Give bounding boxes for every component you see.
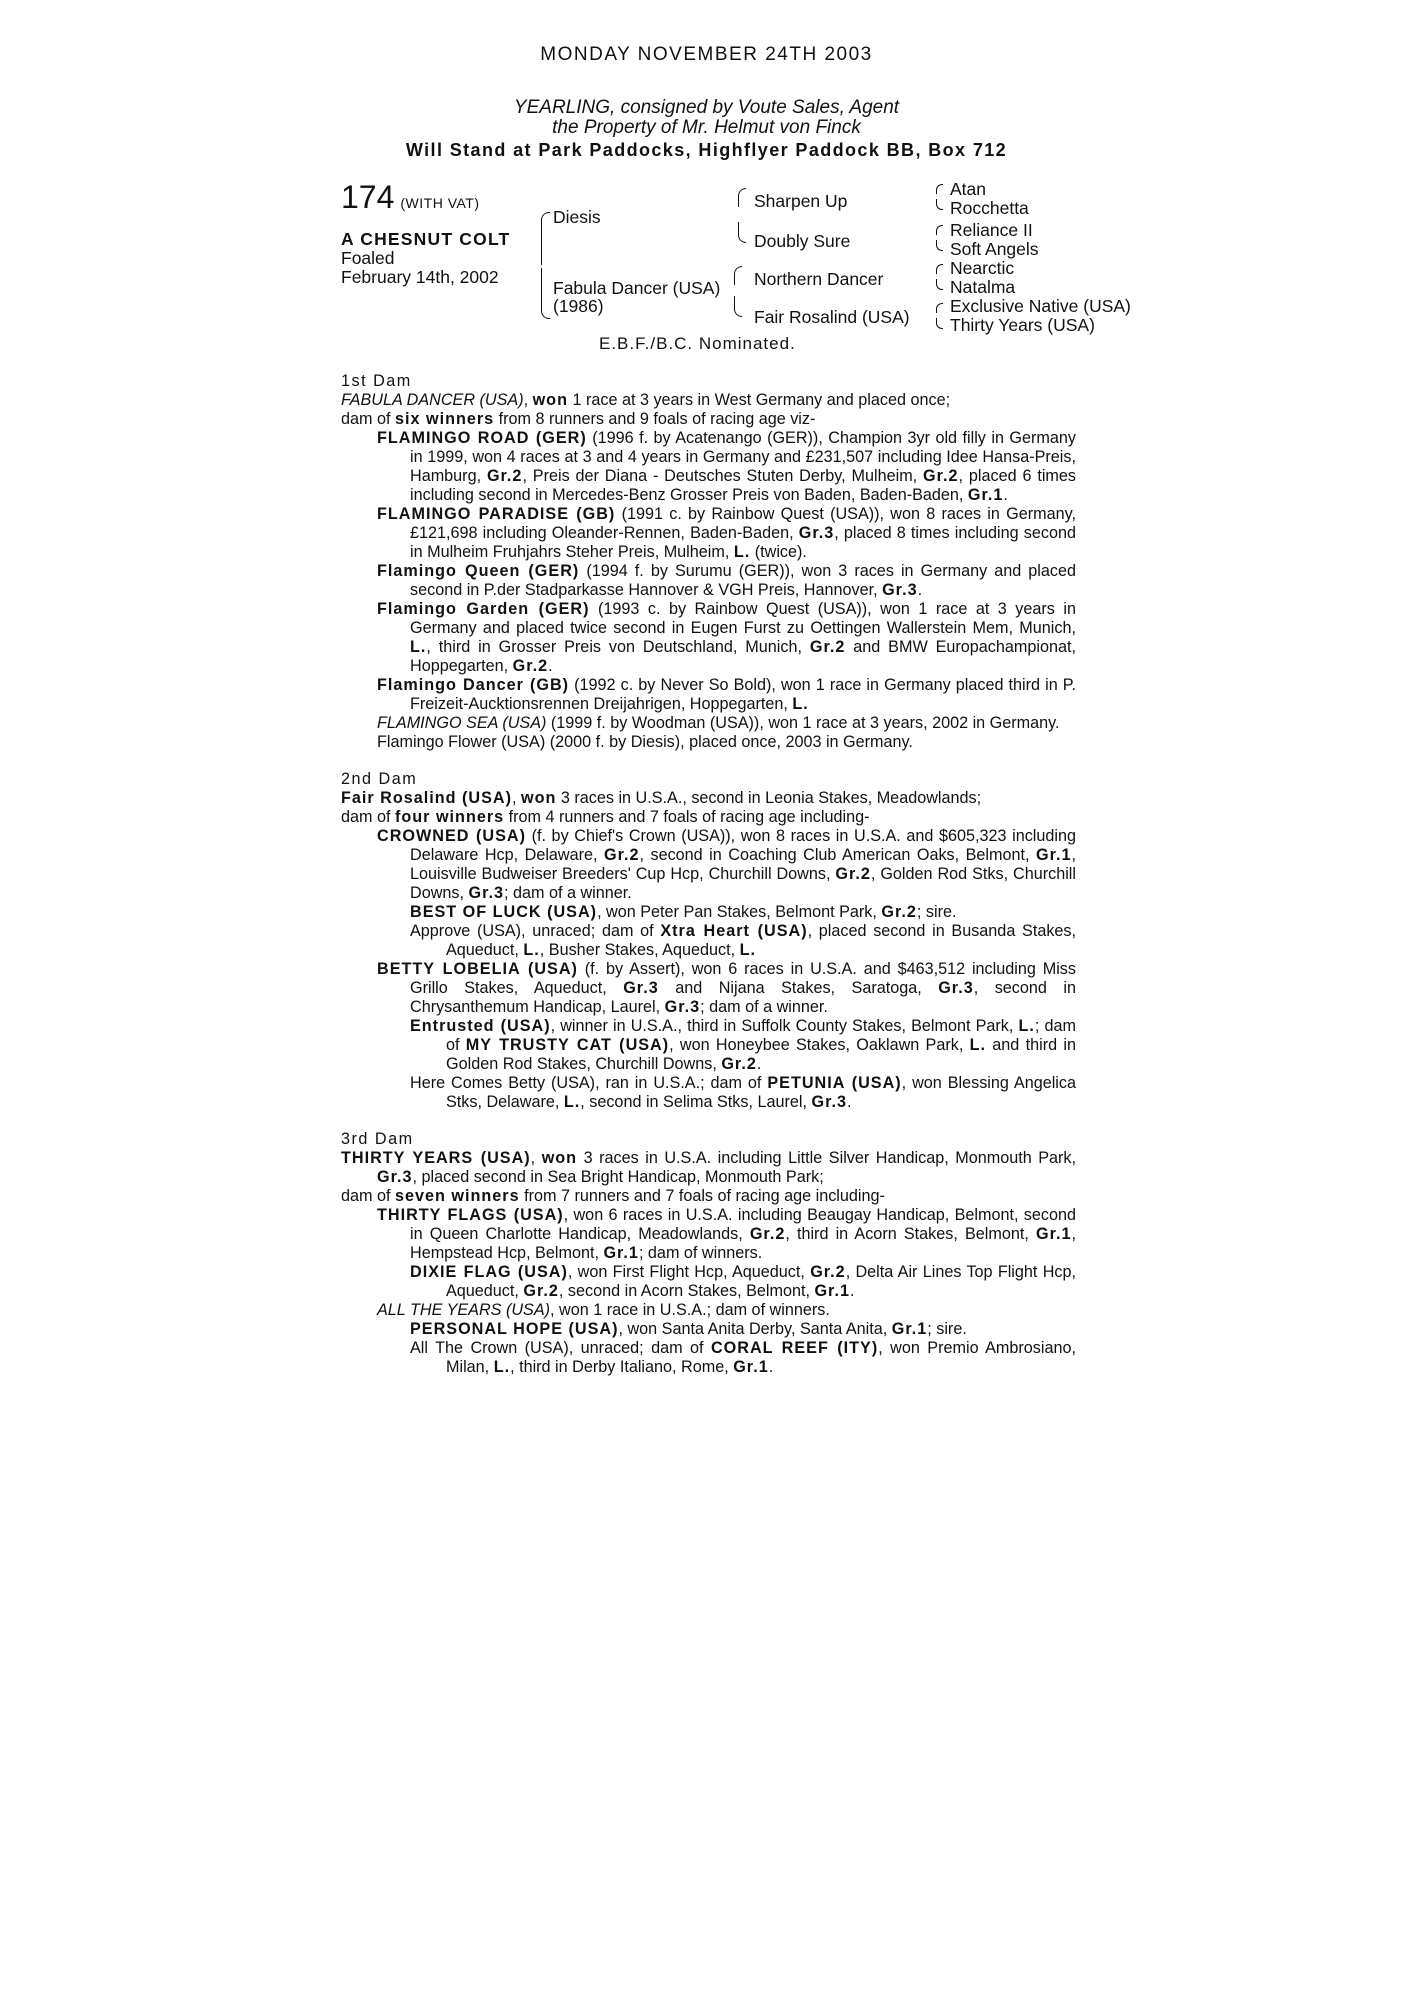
text: won bbox=[541, 1149, 578, 1167]
third-dam-heading: 3rd Dam bbox=[341, 1130, 414, 1148]
text: ; dam of bbox=[446, 1017, 1076, 1054]
pedigree-brace-bottom bbox=[541, 268, 550, 319]
grade: Gr.1 bbox=[733, 1358, 769, 1376]
text: ; dam of a winner. bbox=[700, 998, 828, 1016]
text: , Golden Rod Stks, Churchill Downs, bbox=[410, 865, 1076, 902]
grade: Gr.3 bbox=[468, 884, 504, 902]
pedigree-sire-sire: Sharpen Up bbox=[754, 191, 848, 211]
grade: Gr.1 bbox=[891, 1320, 928, 1338]
grade: Gr.3 bbox=[811, 1093, 847, 1111]
horse-name: Flamingo Garden (GER) bbox=[377, 600, 590, 618]
text: , Hempstead Hcp, Belmont, bbox=[410, 1225, 1076, 1262]
produce-entry bbox=[341, 562, 1076, 600]
grade: Gr.2 bbox=[923, 467, 959, 485]
text: (1992 c. by Never So Bold), won 1 race in Germany placed third in P. Freizeit-Aucktionsrennen Dreijahrigen, Hoppegarten, bbox=[410, 676, 1076, 713]
text: (1993 c. by Rainbow Quest (USA)), won 1 race at 3 years in Germany and placed twice second in Eugen Furst zu Oettingen Wallerstein Mem, Munich, bbox=[410, 600, 1076, 637]
horse-name: Flamingo Queen (GER) bbox=[377, 562, 580, 580]
horse-name: ALL THE YEARS (USA) bbox=[377, 1301, 551, 1319]
first-dam-section bbox=[341, 372, 1076, 752]
pedigree-brace-sire-top bbox=[738, 188, 746, 207]
text: , second in Chrysanthemum Handicap, Laurel, bbox=[410, 979, 1076, 1016]
text: seven winners bbox=[395, 1187, 520, 1205]
grade: Gr.3 bbox=[623, 979, 659, 997]
text: . bbox=[1003, 486, 1008, 504]
third-dam-name: THIRTY YEARS (USA) bbox=[341, 1149, 531, 1167]
grade: Gr.3 bbox=[882, 581, 918, 599]
pedigree-ds-sire: Nearctic bbox=[950, 258, 1015, 278]
brace-c3-3b bbox=[936, 279, 943, 290]
grade: Gr.2 bbox=[721, 1055, 757, 1073]
pedigree-dam: Fabula Dancer (USA) bbox=[553, 278, 721, 298]
first-dam-produce-summary bbox=[341, 410, 1076, 429]
text: , Delta Air Lines Top Flight Hcp, Aqueduct, bbox=[446, 1263, 1076, 1300]
grade: L. bbox=[739, 941, 756, 959]
lot-vat: (WITH VAT) bbox=[400, 195, 480, 211]
consignment-line-2: the Property of Mr. Helmut von Finck bbox=[552, 117, 861, 138]
produce-entry bbox=[341, 1206, 1076, 1263]
text: (1994 f. by Surumu (GER)), won 3 races in Germany and placed second in P.der Stadparkasse Hannover & VGH Preis, Hannover, bbox=[410, 562, 1076, 599]
text: . bbox=[768, 1358, 774, 1376]
brace-c3-1a bbox=[936, 184, 943, 194]
produce-entry bbox=[341, 827, 1076, 903]
grade: L. bbox=[493, 1358, 511, 1376]
grade: Gr.1 bbox=[1036, 846, 1072, 864]
brace-c3-4b bbox=[936, 318, 943, 329]
text: , won Honeybee Stakes, Oaklawn Park, bbox=[669, 1036, 970, 1054]
text: Flamingo Flower (USA) (2000 f. by Diesis), placed once, 2003 in Germany. bbox=[377, 733, 913, 751]
pedigree-sire: Diesis bbox=[553, 207, 601, 227]
pedigree-dam-dam: Fair Rosalind (USA) bbox=[754, 307, 910, 327]
grade: Gr.2 bbox=[835, 865, 871, 883]
text: , won First Flight Hcp, Aqueduct, bbox=[567, 1263, 811, 1281]
grade: Gr.1 bbox=[603, 1244, 639, 1262]
text: 3 races in U.S.A. including Little Silver Handicap, Monmouth Park, bbox=[577, 1149, 1077, 1167]
horse-name: PETUNIA (USA) bbox=[767, 1074, 902, 1092]
first-dam-record bbox=[341, 391, 1076, 410]
text: and third in Golden Rod Stakes, Churchill Downs, bbox=[446, 1036, 1076, 1073]
text: six winners bbox=[395, 410, 495, 428]
grade: L. bbox=[969, 1036, 987, 1054]
brace-c3-4a bbox=[936, 303, 943, 313]
text: , winner in U.S.A., third in Suffolk County Stakes, Belmont Park, bbox=[550, 1017, 1019, 1035]
produce-entry bbox=[341, 714, 1076, 733]
text: , bbox=[530, 1149, 542, 1167]
text: (f. by Assert), won 6 races in U.S.A. and $463,512 including Miss Grillo Stakes, Aqueduct, bbox=[410, 960, 1076, 997]
second-dam-name: Fair Rosalind (USA) bbox=[341, 789, 512, 807]
text: from 4 runners and 7 foals of racing age including- bbox=[504, 808, 870, 826]
text: , won 6 races in U.S.A. including Beaugay Handicap, Belmont, second in Queen Charlotte Handicap, Meadowlands, bbox=[410, 1206, 1076, 1243]
pedigree-dam-sire: Northern Dancer bbox=[754, 269, 884, 289]
grade: L. bbox=[410, 638, 427, 656]
horse-name: THIRTY FLAGS (USA) bbox=[377, 1206, 564, 1224]
pedigree-brace-dam-bottom bbox=[734, 296, 742, 317]
second-dam-produce-summary bbox=[341, 808, 1076, 827]
text: , Busher Stakes, Aqueduct, bbox=[539, 941, 740, 959]
text: 1 race at 3 years in West Germany and placed once; bbox=[567, 391, 951, 409]
third-dam-section bbox=[341, 1130, 1076, 1377]
text: , Louisville Budweiser Breeders' Cup Hcp, Churchill Downs, bbox=[410, 846, 1076, 883]
grade: L. bbox=[792, 695, 809, 713]
text: and BMW Europachampionat, Hoppegarten, bbox=[410, 638, 1076, 675]
produce-entry bbox=[341, 960, 1076, 1017]
produce-entry bbox=[341, 1263, 1076, 1301]
horse-name: CORAL REEF (ITY) bbox=[710, 1339, 879, 1357]
lot-description: A CHESNUT COLT bbox=[341, 229, 511, 249]
first-dam-name: FABULA DANCER (USA) bbox=[341, 391, 524, 409]
produce-entry bbox=[341, 1017, 1076, 1074]
text: dam of bbox=[341, 410, 395, 428]
text: , won Premio Ambrosiano, Milan, bbox=[446, 1339, 1076, 1376]
pedigree-dam-year: (1986) bbox=[553, 296, 604, 316]
pedigree-ds-dam: Natalma bbox=[950, 277, 1016, 297]
section-gap bbox=[341, 1112, 1076, 1130]
grade: Gr.2 bbox=[512, 657, 549, 675]
brace-c3-3a bbox=[936, 264, 943, 274]
text: . bbox=[756, 1055, 762, 1073]
produce-entry bbox=[341, 1339, 1076, 1377]
grade: Gr.2 bbox=[881, 903, 917, 921]
text: , won Blessing Angelica Stks, Delaware, bbox=[446, 1074, 1077, 1111]
grade: Gr.1 bbox=[967, 486, 1004, 504]
text: won bbox=[521, 789, 557, 807]
produce-entry bbox=[341, 733, 1076, 752]
text: 3 races in U.S.A., second in Leonia Stakes, Meadowlands; bbox=[556, 789, 982, 807]
produce-entry bbox=[341, 1074, 1076, 1112]
text: ; dam of winners. bbox=[638, 1244, 763, 1262]
grade: L. bbox=[523, 941, 540, 959]
third-dam-produce-summary bbox=[341, 1187, 1076, 1206]
pedigree-brace-dam-top bbox=[734, 266, 742, 285]
text: ; dam of a winner. bbox=[503, 884, 632, 902]
third-dam-record bbox=[341, 1149, 1076, 1187]
produce-entry bbox=[341, 922, 1076, 960]
text: , second in Acorn Stakes, Belmont, bbox=[558, 1282, 815, 1300]
produce-entry bbox=[341, 1301, 1076, 1320]
grade: Gr.3 bbox=[377, 1168, 413, 1186]
text: , placed second in Busanda Stakes, Aqueduct, bbox=[446, 922, 1077, 959]
text: , third in Grosser Preis von Deutschland, Munich, bbox=[426, 638, 810, 656]
grade: Gr.2 bbox=[486, 467, 523, 485]
foaled-date: February 14th, 2002 bbox=[341, 267, 499, 287]
text: and Nijana Stakes, Saratoga, bbox=[658, 979, 939, 997]
grade: Gr.2 bbox=[810, 1263, 846, 1281]
second-dam-heading: 2nd Dam bbox=[341, 770, 418, 788]
text: , second in Coaching Club American Oaks, Belmont, bbox=[639, 846, 1036, 864]
horse-name: BEST OF LUCK (USA) bbox=[410, 903, 598, 921]
grade: L. bbox=[733, 543, 751, 561]
text: , placed second in Sea Bright Handicap, Monmouth Park; bbox=[412, 1168, 824, 1186]
produce-entry bbox=[341, 903, 1076, 922]
pedigree-dd-dam: Thirty Years (USA) bbox=[950, 315, 1095, 335]
pedigree-ss-sire: Atan bbox=[950, 179, 986, 199]
second-dam-record bbox=[341, 789, 1076, 808]
text: from 8 runners and 9 foals of racing age viz- bbox=[494, 410, 816, 428]
grade: Gr.3 bbox=[938, 979, 974, 997]
text: . bbox=[548, 657, 553, 675]
text: dam of bbox=[341, 1187, 395, 1205]
pedigree-dd-sire: Exclusive Native (USA) bbox=[950, 296, 1131, 316]
horse-name: BETTY LOBELIA (USA) bbox=[377, 960, 578, 978]
text: (1991 c. by Rainbow Quest (USA)), won 8 races in Germany, £121,698 including Oleander-Rennen, Baden-Baden, bbox=[410, 505, 1076, 542]
brace-c3-1b bbox=[936, 199, 943, 210]
text: Approve (USA), unraced; dam of bbox=[410, 922, 661, 940]
produce-entry bbox=[341, 676, 1076, 714]
grade: Gr.2 bbox=[604, 846, 640, 864]
grade: Gr.2 bbox=[809, 638, 846, 656]
horse-name: PERSONAL HOPE (USA) bbox=[410, 1320, 619, 1338]
text: , won 1 race in U.S.A.; dam of winners. bbox=[550, 1301, 830, 1319]
grade: Gr.2 bbox=[749, 1225, 786, 1243]
text: . bbox=[849, 1282, 855, 1300]
horse-name: FLAMINGO SEA (USA) bbox=[377, 714, 547, 732]
sale-date: MONDAY NOVEMBER 24TH 2003 bbox=[540, 44, 873, 65]
text: . bbox=[846, 1093, 852, 1111]
produce-entry bbox=[341, 505, 1076, 562]
produce-entry bbox=[341, 600, 1076, 676]
text: , second in Selima Stks, Laurel, bbox=[580, 1093, 812, 1111]
text: (twice). bbox=[750, 543, 807, 561]
text: ; sire. bbox=[927, 1320, 967, 1338]
text: . bbox=[917, 581, 923, 599]
foaled-label: Foaled bbox=[341, 248, 395, 268]
horse-name: FLAMINGO PARADISE (GB) bbox=[377, 505, 616, 523]
horse-name: Flamingo Dancer (GB) bbox=[377, 676, 570, 694]
first-dam-heading: 1st Dam bbox=[341, 372, 412, 390]
pedigree-sd-sire: Reliance II bbox=[950, 220, 1033, 240]
text: , placed 6 times including second in Mercedes-Benz Grosser Preis von Baden, Baden-Baden, bbox=[410, 467, 1076, 504]
horse-name: MY TRUSTY CAT (USA) bbox=[465, 1036, 670, 1054]
text: , third in Acorn Stakes, Belmont, bbox=[785, 1225, 1036, 1243]
horse-name: DIXIE FLAG (USA) bbox=[410, 1263, 568, 1281]
text: , bbox=[523, 391, 533, 409]
grade: Gr.1 bbox=[814, 1282, 850, 1300]
text: (f. by Chief's Crown (USA)), won 8 races in U.S.A. and $605,323 including Delaware Hcp, Delaware, bbox=[410, 827, 1076, 864]
horse-name: Entrusted (USA) bbox=[410, 1017, 551, 1035]
horse-name: FLAMINGO ROAD (GER) bbox=[377, 429, 587, 447]
grade: Gr.3 bbox=[798, 524, 835, 542]
horse-name: CROWNED (USA) bbox=[377, 827, 526, 845]
produce-entry bbox=[341, 1320, 1076, 1339]
nomination-status: E.B.F./B.C. Nominated. bbox=[599, 334, 796, 353]
pedigree-ss-dam: Rocchetta bbox=[950, 198, 1029, 218]
dam-details bbox=[341, 372, 1076, 1377]
section-gap bbox=[341, 752, 1076, 770]
text: , third in Derby Italiano, Rome, bbox=[510, 1358, 734, 1376]
brace-c3-2b bbox=[936, 240, 943, 251]
text: , Preis der Diana - Deutsches Stuten Derby, Mulheim, bbox=[522, 467, 924, 485]
pedigree-sd-dam: Soft Angels bbox=[950, 239, 1039, 259]
text: All The Crown (USA), unraced; dam of bbox=[410, 1339, 711, 1357]
lot-number: 174 bbox=[341, 179, 395, 215]
brace-c3-2a bbox=[936, 225, 943, 235]
horse-name: Xtra Heart (USA) bbox=[660, 922, 808, 940]
text: (1996 f. by Acatenango (GER)), Champion 3yr old filly in Germany in 1999, won 4 races at 3 and 4 years in Germany and £231,507 including Idee Hansa-Preis, Hamburg, bbox=[410, 429, 1076, 485]
second-dam-section bbox=[341, 770, 1076, 1112]
text: Here Comes Betty (USA), ran in U.S.A.; dam of bbox=[410, 1074, 768, 1092]
lot-number-block bbox=[341, 180, 480, 220]
text: (1999 f. by Woodman (USA)), won 1 race at 3 years, 2002 in Germany. bbox=[546, 714, 1060, 732]
grade: Gr.2 bbox=[523, 1282, 559, 1300]
consignment-line-1: YEARLING, consigned by Voute Sales, Agent bbox=[513, 97, 900, 118]
text: dam of bbox=[341, 808, 395, 826]
text: ; sire. bbox=[916, 903, 957, 921]
pedigree-brace-sire-bottom bbox=[738, 222, 746, 243]
text: won bbox=[532, 391, 568, 409]
pedigree-brace-top bbox=[541, 212, 550, 265]
grade: Gr.1 bbox=[1035, 1225, 1072, 1243]
grade: Gr.3 bbox=[664, 998, 701, 1016]
text: , won Santa Anita Derby, Santa Anita, bbox=[618, 1320, 892, 1338]
pedigree-sire-dam: Doubly Sure bbox=[754, 231, 851, 251]
produce-entry bbox=[341, 429, 1076, 505]
stand-line: Will Stand at Park Paddocks, Highflyer Paddock BB, Box 712 bbox=[405, 140, 1008, 160]
text: four winners bbox=[395, 808, 505, 826]
text: , placed 8 times including second in Mulheim Fruhjahrs Steher Preis, Mulheim, bbox=[410, 524, 1076, 561]
grade: L. bbox=[563, 1093, 581, 1111]
grade: L. bbox=[1018, 1017, 1035, 1035]
text: , won Peter Pan Stakes, Belmont Park, bbox=[597, 903, 882, 921]
text: , bbox=[512, 789, 521, 807]
text: from 7 runners and 7 foals of racing age including- bbox=[519, 1187, 885, 1205]
